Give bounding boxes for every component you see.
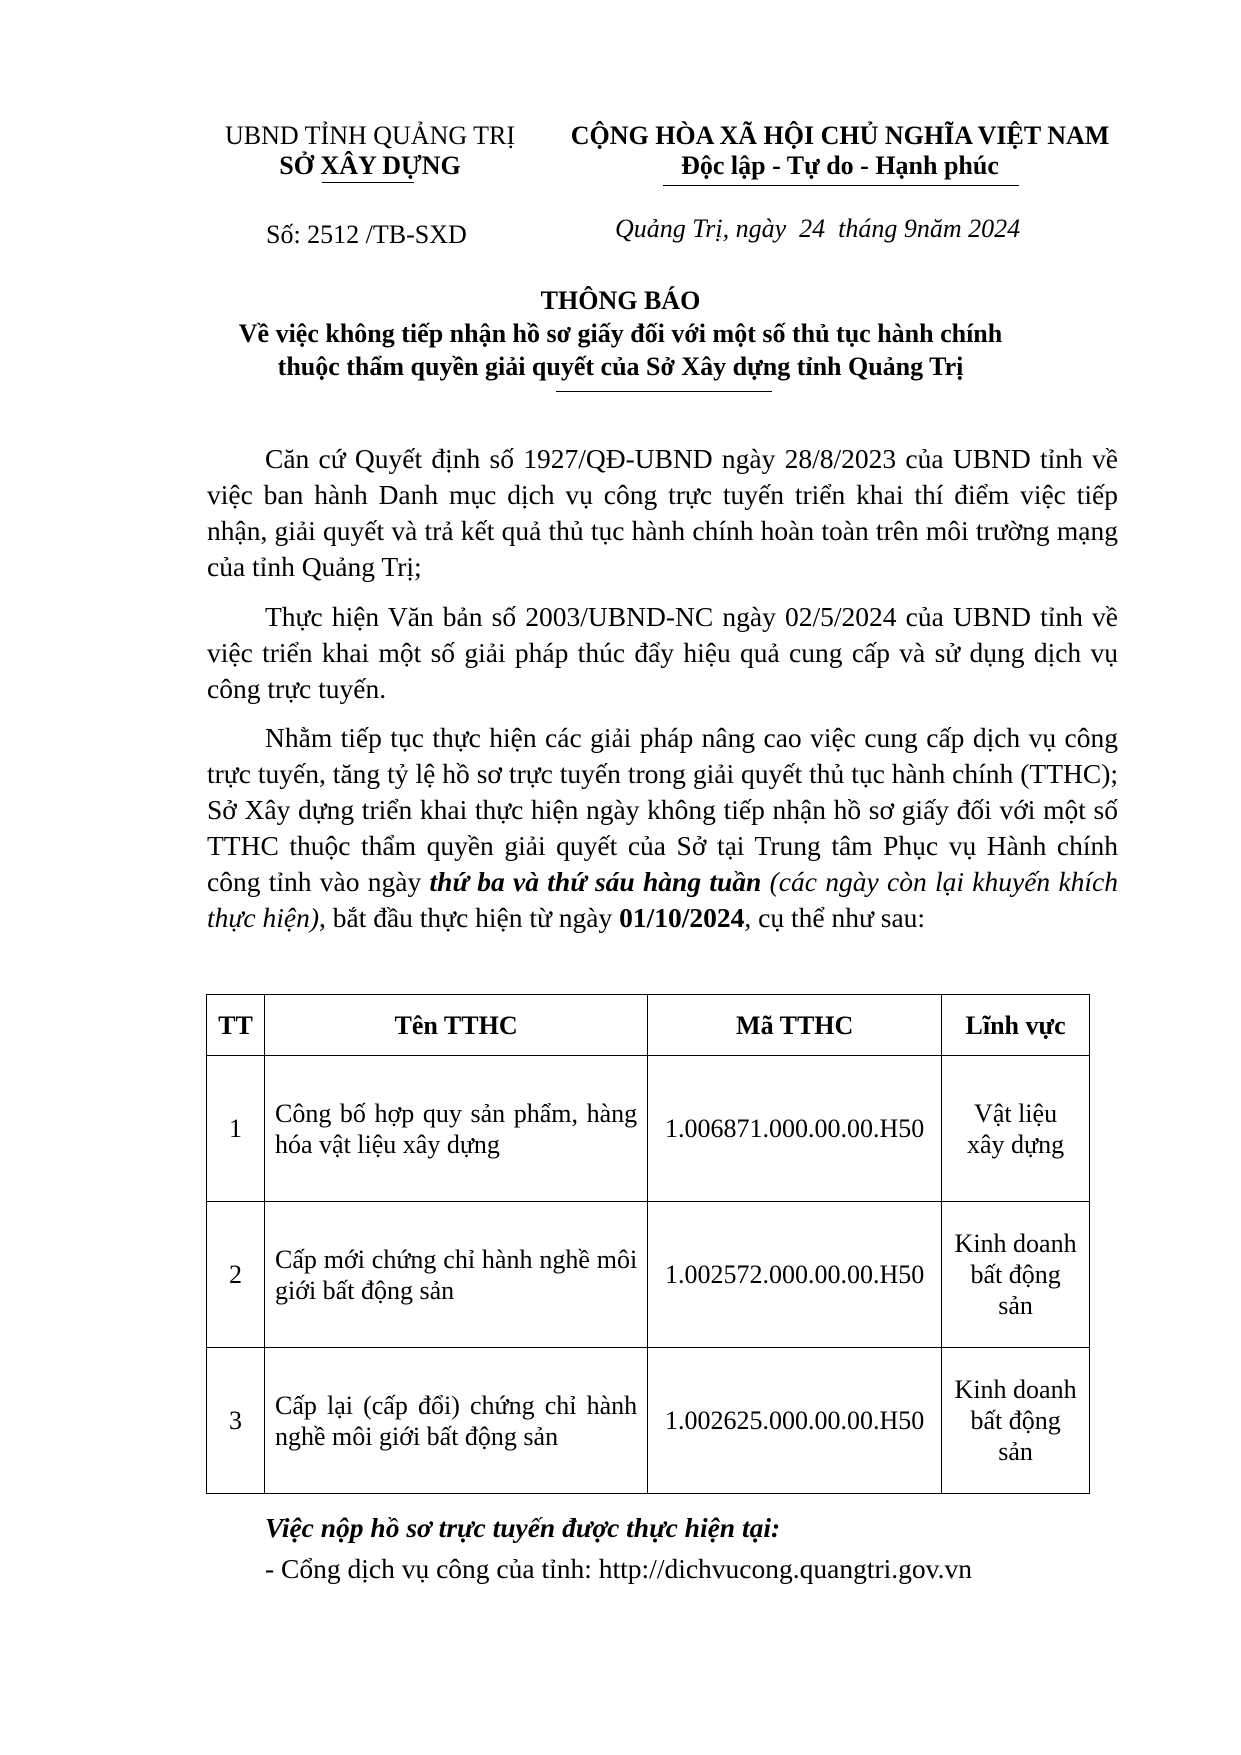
- cell-field: Vật liệu xây dựng: [942, 1056, 1090, 1202]
- col-header-code: Mã TTHC: [648, 995, 942, 1056]
- paragraph-legal-basis-2: Thực hiện Văn bản số 2003/UBND-NC ngày 02/5/2024 của UBND tỉnh về việc triển khai một số giải pháp thúc đẩy hiệu quả cung cấp và sử dụng dịch vụ công trực tuyến.: [207, 601, 1118, 704]
- col-header-name: Tên TTHC: [264, 995, 647, 1056]
- national-title: CỘNG HÒA XÃ HỘI CHỦ NGHĨA VIỆT NAM: [570, 121, 1110, 150]
- agency-block: [210, 121, 530, 181]
- p3-days-note: (các ngày còn lại khuyến khích thực hiện): [207, 866, 1119, 933]
- col-header-field: Lĩnh vực: [942, 995, 1090, 1056]
- paragraph-implementation: [207, 720, 1118, 936]
- col-header-tt: TT: [207, 995, 265, 1056]
- procedures-table: [206, 994, 1090, 1494]
- p3-start-date: 01/10/2024: [619, 902, 745, 933]
- cell-name: Công bố hợp quy sản phẩm, hàng hóa vật liệu xây dựng: [264, 1056, 647, 1202]
- table-row: [207, 1202, 1090, 1348]
- p3-text-a: Nhằm tiếp tục thực hiện các giải pháp nâng cao việc cung cấp dịch vụ công trực tuyến, tăng tỷ lệ hồ sơ trực tuyến trong giải quyết thủ tục hành chính (TTHC); Sở Xây dựng triển khai thực hiện ngày không tiếp nhận hồ sơ giấy đối với một số TTHC thuộc thẩm quyền giải quyết của Sở tại Trung tâm Phục vụ Hành chính công tỉnh vào ngày: [207, 722, 1118, 897]
- national-motto: Độc lập - Tự do - Hạnh phúc: [681, 151, 999, 180]
- cell-code: 1.006871.000.00.00.H50: [648, 1056, 942, 1202]
- cell-tt: 2: [207, 1202, 265, 1348]
- table-row: [207, 1348, 1090, 1494]
- p3-days-emphasis: thứ ba và thứ sáu hàng tuần: [429, 866, 762, 897]
- notice-subject-line1: Về việc không tiếp nhận hồ sơ giấy đối với một số thủ tục hành chính: [238, 319, 1003, 348]
- provincial-portal-line: - Cổng dịch vụ công của tỉnh: http://dichvucong.quangtri.gov.vn: [265, 1553, 972, 1584]
- cell-name: Cấp mới chứng chỉ hành nghề môi giới bất động sản: [264, 1202, 647, 1348]
- agency-underline: [322, 182, 414, 183]
- cell-field: Kinh doanh bất động sản: [942, 1202, 1090, 1348]
- national-motto-block: [570, 121, 1110, 181]
- cell-code: 1.002625.000.00.00.H50: [648, 1348, 942, 1494]
- table-row: [207, 1056, 1090, 1202]
- cell-tt: 3: [207, 1348, 265, 1494]
- cell-tt: 1: [207, 1056, 265, 1202]
- agency-name: SỞ XÂY DỰNG: [279, 151, 461, 180]
- notice-title: THÔNG BÁO: [540, 286, 701, 315]
- p3-text-f: , cụ thể như sau:: [744, 902, 926, 933]
- cell-code: 1.002572.000.00.00.H50: [648, 1202, 942, 1348]
- notice-subject-line2: thuộc thẩm quyền giải quyết của Sở Xây dựng tỉnh Quảng Trị: [277, 352, 964, 381]
- cell-name: Cấp lại (cấp đổi) chứng chỉ hành nghề môi giới bất động sản: [264, 1348, 647, 1494]
- cell-field: Kinh doanh bất động sản: [942, 1348, 1090, 1494]
- motto-underline: [663, 185, 1019, 186]
- table-header-row: [207, 995, 1090, 1056]
- title-underline: [556, 391, 772, 392]
- p3-text-d: , bắt đầu thực hiện từ ngày: [318, 902, 620, 933]
- place-date: Quảng Trị, ngày 24 tháng 9năm 2024: [615, 214, 1021, 243]
- paragraph-legal-basis-1: Căn cứ Quyết định số 1927/QĐ-UBND ngày 28/8/2023 của UBND tỉnh về việc ban hành Danh mục dịch vụ công trực tuyến triển khai thí điểm việc tiếp nhận, giải quyết và trả kết quả thủ tục hành chính hoàn toàn trên môi trường mạng của tỉnh Quảng Trị;: [207, 443, 1118, 582]
- agency-parent: UBND TỈNH QUẢNG TRỊ: [224, 121, 516, 150]
- online-submission-heading: Việc nộp hồ sơ trực tuyến được thực hiện tại:: [265, 1512, 781, 1543]
- document-number: Số: 2512 /TB-SXD: [266, 220, 467, 249]
